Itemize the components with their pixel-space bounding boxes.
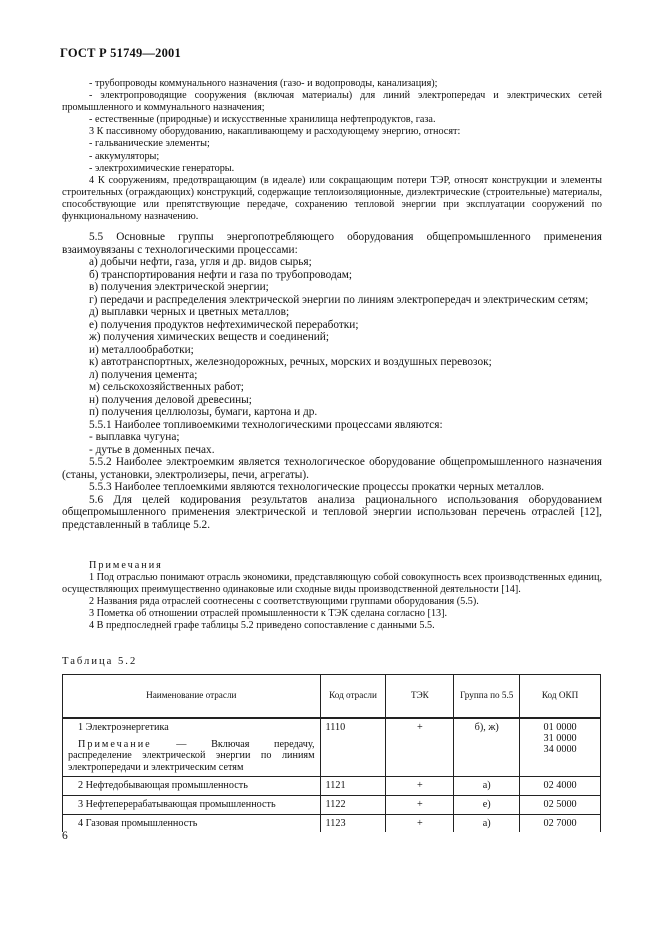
cell-tek: + (386, 814, 454, 832)
cell-sector-code: 1122 (320, 795, 386, 814)
header-sector-name: Наименование отрасли (63, 675, 321, 719)
section-item: к) автотранспортных, железнодорожных, речных, морских и воздушных перевозок; (89, 356, 492, 368)
cell-tek: + (386, 777, 454, 796)
sector-note (68, 739, 315, 774)
note-item: 4 В предпоследней графе таблицы 5.2 приведено сопоставление с данными 5.5. (89, 620, 435, 632)
page-number: 6 (62, 830, 68, 842)
cell-group: а) (454, 814, 520, 832)
cell-sector-name (63, 795, 321, 814)
paragraph-5-5-3: 5.5.3 Наиболее теплоемкими являются технологические процессы прокатки черных металлов. (89, 481, 545, 493)
cell-tek: + (386, 795, 454, 814)
section-5-5 (62, 231, 602, 531)
okp-code: 01 0000 (543, 722, 577, 733)
section-item: а) добычи нефти, газа, угля и др. видов сырья; (89, 256, 312, 268)
section-item: ж) получения химических веществ и соединений; (89, 331, 329, 343)
okp-code: 31 0000 (543, 733, 577, 744)
document-header: ГОСТ Р 51749—2001 (60, 46, 181, 60)
sector-table (62, 674, 601, 832)
section-item: г) передачи и распределения электрической энергии по линиям электропередач и электрическим сетям; (89, 293, 589, 306)
note-item: 2 Названия ряда отраслей соотнесены с соответствующими группами оборудования (5.5). (89, 596, 479, 608)
list-item: - гальванические элементы; (89, 138, 210, 150)
section-item: в) получения электрической энергии; (89, 281, 269, 293)
list-item: - электрохимические генераторы. (89, 162, 235, 174)
notes-title: Примечания (89, 560, 163, 571)
sector-note-text: — Включая передачу, распределение электрической энергии по линиям электропередачи и электрическим сетям (68, 738, 315, 773)
notes-block (62, 560, 602, 633)
cell-okp (520, 718, 601, 777)
section-item: н) получения деловой древесины; (89, 393, 252, 406)
cell-sector-name (63, 777, 321, 796)
sector-name: 1 Электроэнергетика (78, 722, 169, 733)
cell-group: б), ж) (454, 718, 520, 777)
okp-code: 34 0000 (543, 744, 577, 755)
section-item: е) получения продуктов нефтехимической переработки; (89, 318, 359, 331)
paragraph-5-6: 5.6 Для целей кодирования результатов анализа рационального использования оборудованием общепромышленного применения электрической и тепловой энергии использован перечень отраслей [12], представленный в таблице 5.2. (62, 493, 602, 531)
cell-sector-name (63, 718, 321, 777)
cell-tek: + (386, 718, 454, 777)
paragraph-5-5-2: 5.5.2 Наиболее электроемким является технологическое оборудование общепромышленного назначения (станы, установки, электролизеры, печи, агрегаты). (62, 456, 602, 481)
table-row (63, 777, 601, 796)
cell-okp: 02 7000 (520, 814, 601, 832)
header-tek: ТЭК (386, 675, 454, 719)
cell-okp: 02 5000 (520, 795, 601, 814)
section-item: м) сельскохозяйственных работ; (89, 381, 244, 393)
section-item: п) получения целлюлозы, бумаги, картона и др. (89, 406, 318, 418)
section-item: и) металлообработки; (89, 343, 194, 356)
header-sector-code: Код отрасли (320, 675, 386, 719)
note-item: 1 Под отраслью понимают отрасль экономики, представляющую собой совокупность всех производственных единиц, осуществляющих преимущественно одинаковые или сходные виды производственной деятельности [14]. (62, 572, 602, 596)
table-caption: Таблица 5.2 (62, 656, 138, 667)
paragraph-5-5-1: 5.5.1 Наиболее топливоемкими технологическими процессами являются: (89, 418, 443, 431)
section-item: б) транспортирования нефти и газа по трубопроводам; (89, 268, 353, 281)
sector-name: 3 Нефтеперерабатывающая промышленность (78, 798, 276, 810)
table-row (63, 795, 601, 814)
list-item: - естественные (природные) и искусственные хранилища нефтепродуктов, газа. (89, 114, 436, 126)
cell-okp: 02 4000 (520, 777, 601, 796)
note-item: 3 Пометка об отношении отраслей промышленности к ТЭК сделана согласно [13]. (89, 608, 448, 620)
cell-group: е) (454, 795, 520, 814)
list-item: 4 К сооружениям, предотвращающим (в идеале) или сокращающим потери ТЭР, относят конструкции и элементы строительных (ограждающих) конструкций, содержащие теплоизоляционные, диэлектрические (строительные) материалы, способствующие или препятствующие передаче, сохранению тепловой энергии при эксплуатации сооружений по функциональному назначению. (62, 174, 602, 223)
header-group: Группа по 5.5 (454, 675, 520, 719)
list-item: - трубопроводы коммунального назначения (газо- и водопроводы, канализация); (89, 78, 438, 89)
section-intro: 5.5 Основные группы энергопотребляющего оборудования общепромышленного применения взаимоувязаны с технологическими процессами: (62, 231, 602, 256)
cell-group: а) (454, 777, 520, 796)
list-item: - аккумуляторы; (89, 150, 160, 162)
list-item: 3 К пассивному оборудованию, накапливающему и расходующему энергию, относят: (89, 126, 461, 138)
section-item: - выплавка чугуна; (89, 431, 180, 443)
cell-sector-code: 1110 (320, 718, 386, 777)
table-header-row (63, 675, 601, 719)
sector-name: 2 Нефтедобывающая промышленность (78, 780, 248, 792)
table-row (63, 814, 601, 832)
sector-name: 4 Газовая промышленность (78, 817, 198, 829)
list-item: - электропроводящие сооружения (включая материалы) для линий электропередач и электрических сетей промышленного и коммунального назначения; (62, 90, 602, 114)
sector-note-label: Примечание (78, 738, 152, 750)
section-item: л) получения цемента; (89, 368, 198, 381)
header-okp: Код ОКП (520, 675, 601, 719)
table-row (63, 718, 601, 777)
cell-sector-code: 1121 (320, 777, 386, 796)
cell-sector-name (63, 814, 321, 832)
top-list (62, 78, 602, 223)
section-item: - дутье в доменных печах. (89, 443, 215, 456)
section-item: д) выплавки черных и цветных металлов; (89, 306, 290, 318)
cell-sector-code: 1123 (320, 814, 386, 832)
